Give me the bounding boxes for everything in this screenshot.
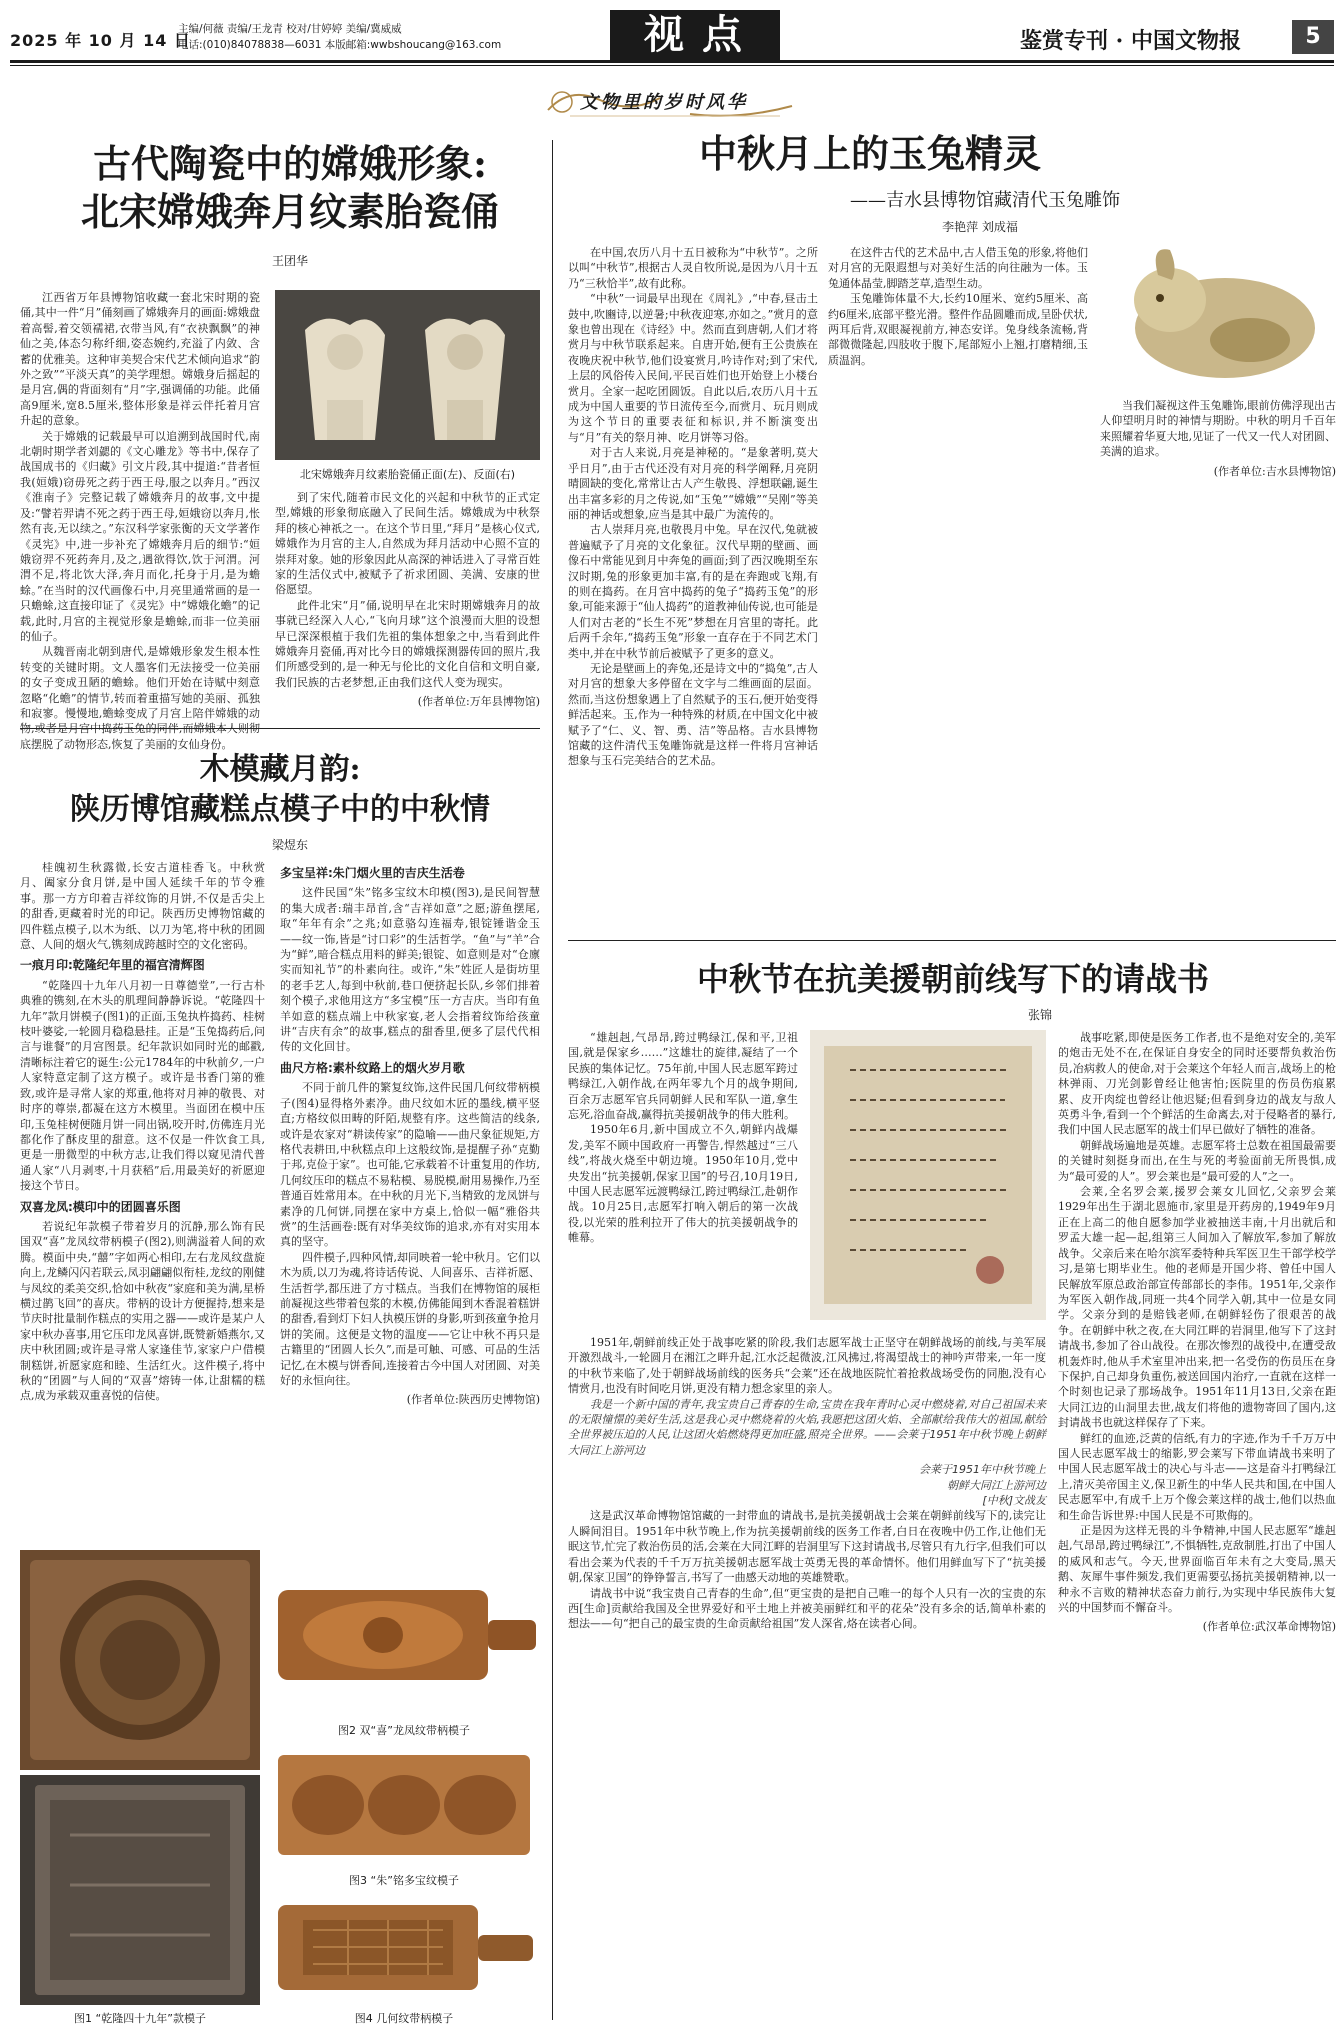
article4-author: 张锦	[1027, 1008, 1052, 1022]
article2-credit: (作者单位:吉水县博物馆)	[1213, 464, 1336, 478]
column-divider	[552, 140, 553, 2020]
article4-col1	[568, 1030, 798, 1330]
paragraph: 此件北宋“月”俑,说明早在北宋时期嫦娥奔月的故事就已经深入人心,“飞向月球”这个浪漫而大胆的设想早已深深根植于我们先祖的集体想象之中,当看到此件嫦娥奔月瓷俑,再对比今日的嫦娥探测器传回的照片,我们所感受到的,是一种无与伦比的文化自信和文明自豪,我们民族的古老梦想,正由我们这代人变为现实。	[275, 598, 540, 689]
article3-headline	[20, 750, 540, 830]
paragraph: 这件民国“朱”铭多宝纹木印模(图3),是民间智慧的集大成者:瑞丰昂首,含“吉祥如意”之愿;游鱼摆尾,取“年年有余”之兆;如意骆勾连福寿,银锭锤谐金玉——纹一饰,皆是“讨口彩”的生活哲学。“鱼”与“羊”合为“鲜”,暗合糕点用料的鲜美;银锭、如意则是对“仓廪实而知礼节”的朴素向往。或许,“朱”姓匠人是街坊里的老手艺人,每到中秋前,巷口便挤起长队,乡邻们排着刻个模子,求他用这方“多宝模”压一方吉庆。当印有鱼羊如意的糕点端上中秋家宴,老人会指着纹饰给孩童讲“吉庆有余”的故事,糕点的甜香里,便多了层代代相传的文化回甘。	[280, 886, 540, 1054]
paragraph: 这是武汉革命博物馆馆藏的一封带血的请战书,是抗美援朝战士会莱在朝鲜前线写下的,读完让人瞬间泪目。1951年中秋节晚上,作为抗美援朝前线的医务工作者,白日在夜晚中仍工作,让他们无眠这节,忙完了救治伤员的活,会莱在大同江畔的岩洞里写下这封请战书,尽管只有九行字,但我们可以看出会莱为代表的千千万万抗美援朝志愿军战士英勇无畏的革命情怀。他们用鲜血写下了“抗美援朝,保家卫国”的铮铮誓言,书写了一曲感天动地的英雄赞歌。	[568, 1509, 1046, 1585]
article2-col3	[1100, 398, 1336, 925]
masthead-rule-thin	[10, 65, 1334, 66]
paragraph: 若说纪年款模子带着岁月的沉静,那么饰有民国双“喜”龙凤纹带柄模子(图2),则满溢着人间的欢腾。模面中央,“囍”字如两心相印,左右龙凤纹盘旋向上,龙鳞闪闪若联云,凤羽翩翩似衔桂,龙纹的刚健与凤纹的柔美交织,恰如中秋夜“家庭和美为满,星桥横过鹊飞回”的喜庆。带柄的设计方便握持,想来是节庆时批量制作糕点的实用之器——或许是某户人家中秋办喜事,用它压印龙凤喜饼,既赞新婚燕尔,又庆中秋团圆;或许是寻常人家逢佳节,家家户户借模制糕饼,祈愿家庭和睦、生活红火。这件模子,将中秋的“团圆”与人间的“双喜”熔铸一体,让甜糯的糕点,成为承载双重喜悦的信使。	[20, 1219, 265, 1403]
article1-caption: 北宋嫦娥奔月纹素胎瓷俑正面(左)、反面(右)	[299, 468, 516, 481]
paragraph: 从魏晋南北朝到唐代,是嫦娥形象发生根本性转变的关键时期。文人墨客们无法接受一位美丽的女子变成丑陋的蟾蜍。他们开始在诗赋中刻意忽略“化蟾”的情节,转而着重描写她的美丽、孤独和寂寥。慢慢地,蟾蜍变成了月宫上陪伴嫦娥的动 底摆脱了动物形态,恢复了美丽的女仙身份。	[20, 645, 260, 751]
paragraph: 桂魄初生秋露微,长安古道桂香飞。中秋赏月、阖家分食月饼,是中国人延续千年的节令雅事。那一方方印着吉祥纹饰的月饼,不仅是舌尖上的甜香,更藏着时光的印记。陕西历史博物馆藏的四件糕点模子,以木为纸、以刀为笔,将中秋的团圆意、人间的烟火气,镌刻成跨越时空的文化密码。	[20, 861, 265, 952]
fig4-caption: 图4 几何纹带柄模子	[354, 2012, 454, 2025]
article3-title-line2: 陕历博馆藏糕点模子中的中秋情	[70, 792, 490, 827]
fig3-caption: 图3 “朱”铭多宝纹模子	[349, 1874, 459, 1887]
paragraph: 朝鲜战场遍地是英雄。志愿军将士总数在祖国最需要的关键时刻挺身而出,在生与死的考验面前无所畏惧,成为“最可爱的人”。罗会莱也是“最可爱的人”之一。	[1058, 1138, 1336, 1183]
article3-subheading-2: 双喜龙凤:模印中的团圆喜乐图	[20, 1199, 181, 1214]
article1-title-line1: 古代陶瓷中的嫦娥形象:	[92, 141, 488, 186]
paragraph: 关于嫦娥的记载最早可以追溯到战国时代,南北朝时期学者刘勰的《文心雕龙》等书中,保存了战国成书的《归藏》引文片段,其中提道:“昔者恒我(姮娥)窃毋死之药于西王母,服之以奔月。”西汉《淮南子》完整记载了嫦娥奔月的故事,文中提及:“譬若羿请不死之药于西王母,姮娥窃以奔月,怅然有丧,无以续之。”东汉科学家张衡的天文学著作《灵宪》中,进一步补充了嫦娥奔月后的细节:“姮娥窃羿不死药奔月,及之,遇欲得饮,饮于河渭。河渭不足,将北饮大泽,奔月而化,托身于月,是为蟾蜍。”在当时的汉代画像石中,月亮里通常画的是一只蟾蜍,这直接印证了《灵宪》中“嫦娥化蟾”的记载,此时,月宫的主视觉形象是蟾蜍,而非一位美丽的仙子。	[20, 429, 260, 643]
petition-signature: 会莱于1951年中秋节晚上 朝鲜大同江上游河边 [中秋]文战友	[919, 1463, 1046, 1508]
divider	[20, 728, 540, 729]
article4-col3	[1058, 1030, 1336, 2020]
article1-title-line2: 北宋嫦娥奔月纹素胎瓷俑	[80, 189, 499, 234]
paragraph: 请战书中说“我宝贵自己青春的生命”,但“更宝贵的是把自己唯一的每个人只有一次的宝贵的东西[生命]贡献给我国及全世界爱好和平土地上并被美丽鲜红和平的花朵”没有多余的话,简单朴素的想法——句“把自己的最宝贵的生命贡献给祖国”发人深省,烙在读者心间。	[568, 1586, 1046, 1631]
article2-col2	[828, 245, 1088, 925]
mold-photo-1	[20, 1550, 260, 1770]
paragraph: “乾隆四十九年八月初一日尊德堂”,一行古朴典雅的镌刻,在木头的肌理间静静诉说。“乾隆四十九年”款月饼模子(图1)的正面,玉兔执杵捣药、桂树枝叶婆娑,一轮圆月稳稳悬挂。正是“玉兔捣药后,问言与谁餐”的月宫图景。纪年款识如同时光的邮戳,清晰标注着它的诞生:公元1784年的中秋前夕,一户人家特意定制了这方模子。或许是书香门第的雅致,或许是寻常人家的郑重,他将对月神的敬畏、对时序的尊崇,都凝在这方木模里。当面团在模中压印,玉兔桂树便随月饼一同出锅,咬开时,仿佛连月光都化作了酥皮里的甜意。这不仅是一件饮食工具,更是一册微型的中秋方志,让我们得以窥见清代普通人家“八月剥枣,十月获稻”后,用最美好的祈愿迎接这个节日。	[20, 978, 265, 1193]
article4-title: 中秋节在抗美援朝前线写下的请战书	[696, 960, 1209, 998]
article2-author: 李艳萍 刘成福	[942, 220, 1018, 234]
petition-letter-image	[810, 1030, 1046, 1320]
article1-col2	[275, 490, 540, 720]
paragraph: 正是因为这样无畏的斗争精神,中国人民志愿军“雄赳赳,气昂昂,跨过鸭绿江”,不惧牺牲,克敌制胜,打出了中国人的威风和志气。今天,世界面临百年未有之大变局,黑天鹅、灰犀牛事件频发,我们更需要弘扬抗美援朝精神,以一种永不言败的精神状态奋力前行,为实现中华民族伟大复兴的中国梦而不懈奋斗。	[1058, 1524, 1336, 1615]
qianlong-mold-back-image	[20, 1775, 260, 2005]
article3-col2	[280, 860, 540, 1540]
paragraph: 江西省万年县博物馆收藏一套北宋时期的瓷俑,其中一件“月”俑刻画了嫦娥奔月的画面:嫦娥盘着高髻,着交领襦裙,衣带当风,有“衣袂飘飘”的神仙之美,体态匀称纤细,姿态婉约,充溢了内敛、含蓄的优雅美。这种审美契合宋代艺术倾向追求“韵外之致”“平淡天真”的美学理想。嫦娥身后摇起的是月宫,偶的背面刻有“月”字,强调俑的功能。此俑高9厘米,宽8.5厘米,整体形象是祥云伴托着月宫升起的意象。	[20, 291, 260, 428]
mold-photo-4	[268, 1890, 540, 2005]
porcelain-figurine-image	[275, 290, 540, 460]
article3-author: 梁煜东	[271, 838, 308, 852]
paragraph: “中秋”一词最早出现在《周礼》,“中春,昼击土鼓中,吹豳诗,以逆暑;中秋夜迎寒,亦如之。”赏月的意象也曾出现在《诗经》中。然而直到唐朝,人们才将赏月与中秋节联系起来。自唐开始,便有王公贵族在夜晚庆祝中秋节,他们设宴赏月,吟诗作对;到了宋代,上层的风俗传入民间,平民百姓们也开始登上小楼台赏月。全家一起吃团圆饭。自此以后,农历八月十五成为中国人重要的节日流传至今,而赏月、玩月则成为这个节日的重要表征和标识,并不断演变出与“月”有关的祭月神、吃月饼等习俗。	[568, 292, 818, 444]
article2-subtitle: ——吉水县博物馆藏清代玉兔雕饰	[850, 190, 1120, 211]
article1-photo	[275, 290, 540, 460]
paragraph: 当我们凝视这件玉兔雕饰,眼前仿佛浮现出古人仰望明月时的神情与期盼。中秋的明月千百年来照耀着华夏大地,见证了一代又一代人对团圆、美满的追求。	[1100, 399, 1336, 459]
article3-title-line1: 木模藏月韵:	[199, 752, 361, 787]
article1-headline	[20, 140, 560, 236]
article2-col1	[568, 245, 818, 925]
article2-title: 中秋月上的玉兔精灵	[698, 131, 1041, 176]
petition-excerpt: 我是一个新中国的青年,我宝贵自己青春的生命,宝贵在我年青时心灵中燃烧着,对自己祖国未来的无限憧憬的美好生活,这是我心灵中燃烧着的火焰,我愿把这团火焰、全部献给我伟大的祖国,献给全世界被压迫的人民,让这团火焰燃烧得更加旺盛,照亮全世界。——会莱于1951年中秋节晚上朝鲜大同江上游河边	[568, 1397, 1046, 1457]
paragraph: 在中国,农历八月十五日被称为“中秋节”。之所以叫“中秋节”,根据古人灵自牧所说,是因为八月十五乃“三秋恰半”,故有此称。	[568, 246, 818, 290]
paragraph: 四件模子,四种风情,却同映着一轮中秋月。它们以木为质,以刀为魂,将诗话传说、人间喜乐、吉祥祈愿、生活哲学,都压进了方寸糕点。当我们在博物馆的展柜前凝视这些带着包浆的木模,仿佛能闻到木香混着糕饼的甜香,看到灯下妇人执模压饼的身影,听到孩童争抢月饼的笑闹。这便是文物的温度——它让中秋不再只是古籍里的“团圆人长久”,而是可触、可感、可品的生活记忆,在木模与饼香间,连接着古今中国人对团圆、对美好的永恒向往。	[280, 1250, 540, 1387]
paragraph: “雄赳赳,气昂昂,跨过鸭绿江,保和平,卫祖国,就是保家乡……”这雄壮的旋律,凝结了一个民族的集体记忆。75年前,中国人民志愿军跨过鸭绿江,入朝作战,在两年零九个月的战争期间,百余万志愿军官兵同朝鲜人民和军队一道,拿生忘死,浴血奋战,赢得抗美援朝战争的伟大胜利。	[568, 1031, 798, 1122]
jade-rabbit-photo	[1100, 240, 1336, 390]
section-title: 视点	[610, 10, 780, 60]
mold-photo-2	[268, 1550, 540, 1720]
masthead-rule	[10, 60, 1334, 63]
paragraph: 对于古人来说,月亮是神秘的。“是象著明,莫大乎日月”,由于古代还没有对月亮的科学阐释,月亮阴晴圆缺的变化,常常让古人产生敬畏、浮想联翩,诞生出丰富多彩的月之传说,如“玉兔”“嫦娥”“吴刚”等美丽的神话或想象,应当是其中最广为流传的。	[568, 446, 818, 521]
issue-date: 2025 年 10 月 14 日	[10, 31, 191, 50]
editor-credits	[178, 21, 598, 53]
fig2-caption: 图2 双“喜”龙凤纹带柄模子	[338, 1724, 470, 1737]
article3-col1	[20, 860, 265, 1540]
petition-letter-photo	[810, 1030, 1046, 1320]
double-happiness-mold-image	[268, 1550, 540, 1720]
article1-author: 王团华	[271, 254, 308, 268]
paragraph: 战事吃紧,即使是医务工作者,也不是绝对安全的,美军的炮击无处不在,在保证自身安全的同时还要帮负救治伤员,冶病救人的使命,对于会莱这个年轻人而言,战场上的枪林弹雨、刀光剑影曾经让他害怕;医院里的伤员伤痕累累、皮开肉绽也曾经让他迟疑;但看到身边的战友与敌人英勇斗争,看到一个个鲜活的生命离去,对于侵略者的暴行,我们中国人民志愿军的战士们早已做好了牺牲的准备。	[1058, 1031, 1336, 1137]
article3-subheading-4: 曲尺方格:素朴纹路上的烟火岁月歌	[280, 1060, 465, 1075]
column-banner	[540, 80, 800, 124]
article3-credit: (作者单位:陕西历史博物馆)	[406, 1393, 540, 1407]
mold-photo-1b	[20, 1775, 260, 2005]
article1-col1	[20, 290, 260, 751]
jade-rabbit-image	[1100, 240, 1336, 390]
article4-credit: (作者单位:武汉革命博物馆)	[1202, 1620, 1336, 1634]
special-edition-title: 鉴赏专刊 · 中国文物报	[1020, 28, 1241, 54]
paragraph: 到了宋代,随着市民文化的兴起和中秋节的正式定型,嫦娥的形象彻底融入了民间生活。嫦娥成为中秋祭拜的核心神祇之一。在这个节日里,“拜月”是核心仪式,嫦娥作为月宫的主人,自然成为拜月活动中心照不宣的崇拜对象。她的形象因此从高深的神话进入了寻常百姓家的生活仪式中,被赋予了祈求团圆、美满、安康的世俗愿望。	[275, 491, 540, 597]
article4-col2	[568, 1335, 1046, 2020]
geometric-mold-image	[268, 1890, 540, 2005]
page-number: 5	[1292, 20, 1334, 54]
fig1-caption: 图1 “乾隆四十九年”款模子	[74, 2012, 206, 2025]
divider	[568, 940, 1336, 941]
editor-line-1: 主编/何薇 责编/王龙青 校对/甘婷婷 美编/冀威威	[178, 23, 402, 35]
paragraph: 玉兔雕饰体量不大,长约10厘米、宽约5厘米、高约6厘米,底部平整光滑。整件作品圆雕而成,呈卧伏状,两耳后背,双眼凝视前方,神态安详。兔身线条流畅,背部微微隆起,四肢收于腹下,尾部短小上翘,打磨精细,玉质温润。	[828, 292, 1088, 367]
article1-credit: (作者单位:万年县博物馆)	[417, 695, 540, 709]
paragraph: 无论是壁画上的奔兔,还是诗文中的“捣兔”,古人对月宫的想象大多停留在文字与二维画面的层面。然而,当这份想象遇上了自然赋予的玉石,便开始变得鲜活起来。玉,作为一种特殊的材质,在中国文化中被赋予了“仁、义、智、勇、洁”等品格。吉水县博物馆藏的这件清代玉兔雕饰就是这样一件将月宫神话想象与玉石完美结合的艺术品。	[568, 661, 818, 768]
editor-line-2: 电话:(010)84078838—6031 本版邮箱:wwbshoucang@163.com	[178, 39, 502, 51]
article3-subheading-3: 多宝呈祥:朱门烟火里的吉庆生活卷	[280, 866, 465, 880]
masthead	[0, 0, 1344, 60]
banner-text: 文物里的岁时风华	[580, 92, 748, 113]
qianlong-mold-image	[20, 1550, 260, 1770]
paragraph: 不同于前几件的繁复纹饰,这件民国几何纹带柄模子(图4)显得格外素净。曲尺纹如木匠的墨线,横平竖直;方格纹似田畴的阡陌,规整有序。这些简洁的线条,或许是农家对“耕读传家”的隐喻——曲尺象征规矩,方格代表耕田,中秋糕点印上这般纹饰,是提醒子孙“克勤于邦,克俭于家”。也可能,它承载着不计重复用的作坊,几何纹压印的糕点不易粘模、易脱模,耐用易操作,乃至普通百姓常用本。在中秋的月光下,当精致的龙凤饼与素净的几何饼,同摆在家中方桌上,恰似一幅“雅俗共赏”的生活画卷:既有对华美纹饰的追求,亦有对实用本真的坚守。	[280, 1081, 540, 1249]
paragraph: 1950年6月,新中国成立不久,朝鲜内战爆发,美军不顾中国政府一再警告,悍然越过“三八线”,将战火烧至中朝边境。1950年10月,党中央发出“抗美援朝,保家卫国”的号召,10月19日,中国人民志愿军远渡鸭绿江,跨过鸭绿江,赴朝作战。10月25日,志愿军打响入朝后的第一次战役,以光荣的胜利拉开了伟大的抗美援朝战争的帷幕。	[568, 1123, 798, 1245]
multi-treasure-mold-image	[268, 1740, 540, 1870]
article3-subheading-1: 一痕月印:乾隆纪年里的福宫清辉图	[20, 958, 205, 973]
paragraph: 1951年,朝鲜前线正处于战事吃紧的阶段,我们志愿军战士正坚守在朝鲜战场的前线,与美军展开激烈战斗,一轮圆月在湘江之畔升起,江水泛起微波,江风拂过,将渴望战士的神吟声带来,一年一度的中秋节来临了,处于朝鲜战场前线的医务兵“会莱”还在战地医院忙着抢救战场受伤的同胞,没有心情赏月,也没有时间吃月饼,更没有精力想念家里的亲人。	[568, 1336, 1046, 1396]
mold-photo-3	[268, 1740, 540, 1870]
paragraph: 会莱,全名罗会莱,援罗会莱女儿回忆,父亲罗会莱1929年出生于湖北恩施市,家里是开药房的,1949年9月正在上高二的他自愿参加学业被抽送丰南,十月出就后和罗孟大雄一起—起,组第三人间加入了解放军,参加了解放战争。父亲后来在哈尔滨军委特种兵军医卫生干部学校学习,是第七期毕业生。他的老师是开国少将、曾任中国人民解放军原总政治部宣传部部长的李伟。1951年,父亲作为军医入朝作战,同班一共4个同学入朝,其中一位是女同学。父亲分到的是赔钱老师,在朝鲜轻伤了很艰苦的战争。在朝鲜中秋之夜,在大同江畔的岩洞里,他写下了这封请战书,参加了谷山战役。在那次惨烈的战役中,在遭受敌机轰炸时,他从手术室里冲出来,把一名受伤的伤员压在身下保护,自己却身负重伤,被送回国内治疗,一直就在这样一个时刻也记录了那场战争。1951年11月13日,父亲在距大同江边的山洞里去世,战友们将他的遗物寄回了国内,这封请战书也就这样保存了下来。	[1058, 1185, 1336, 1430]
paragraph: 鲜红的血迹,泛黄的信纸,有力的字迹,作为千千万万中国人民志愿军战士的缩影,罗会莱写下带血请战书来明了中国人民志愿军战士的决心与斗志——这是奋斗打鸭绿江上,清灭美帝国主义,保卫新生的中华人民共和国,在中国人民志愿军中,有成千上万个像会莱这样的战士,他们以热血和生命告诉世界:中国人民是不可欺侮的。	[1058, 1431, 1336, 1522]
paragraph: 在这件古代的艺术品中,古人借玉兔的形象,将他们对月宫的无限遐想与对美好生活的向往融为一体。玉兔通体晶莹,脚踏芝草,造型生动。	[828, 246, 1088, 290]
paragraph: 古人崇拜月亮,也敬畏月中兔。早在汉代,兔就被普遍赋予了月亮的文化象征。汉代早期的壁画、画像石中常能见到月中奔兔的画面;到了西汉晚期至东汉时期,兔的形象更加丰富,有的是在奔跑或飞翔,有的则在捣药。在月宫中捣药的兔子“捣药玉兔”的形象,可能来源于“仙人捣药”的道教神仙传说,也可能是人们对古老的“长生不死”梦想在月宫里的寄托。此后两千余年,“捣药玉兔”形象一直存在于不同艺术门类中,并在中秋节前后被赋予了更多的意义。	[568, 523, 818, 660]
